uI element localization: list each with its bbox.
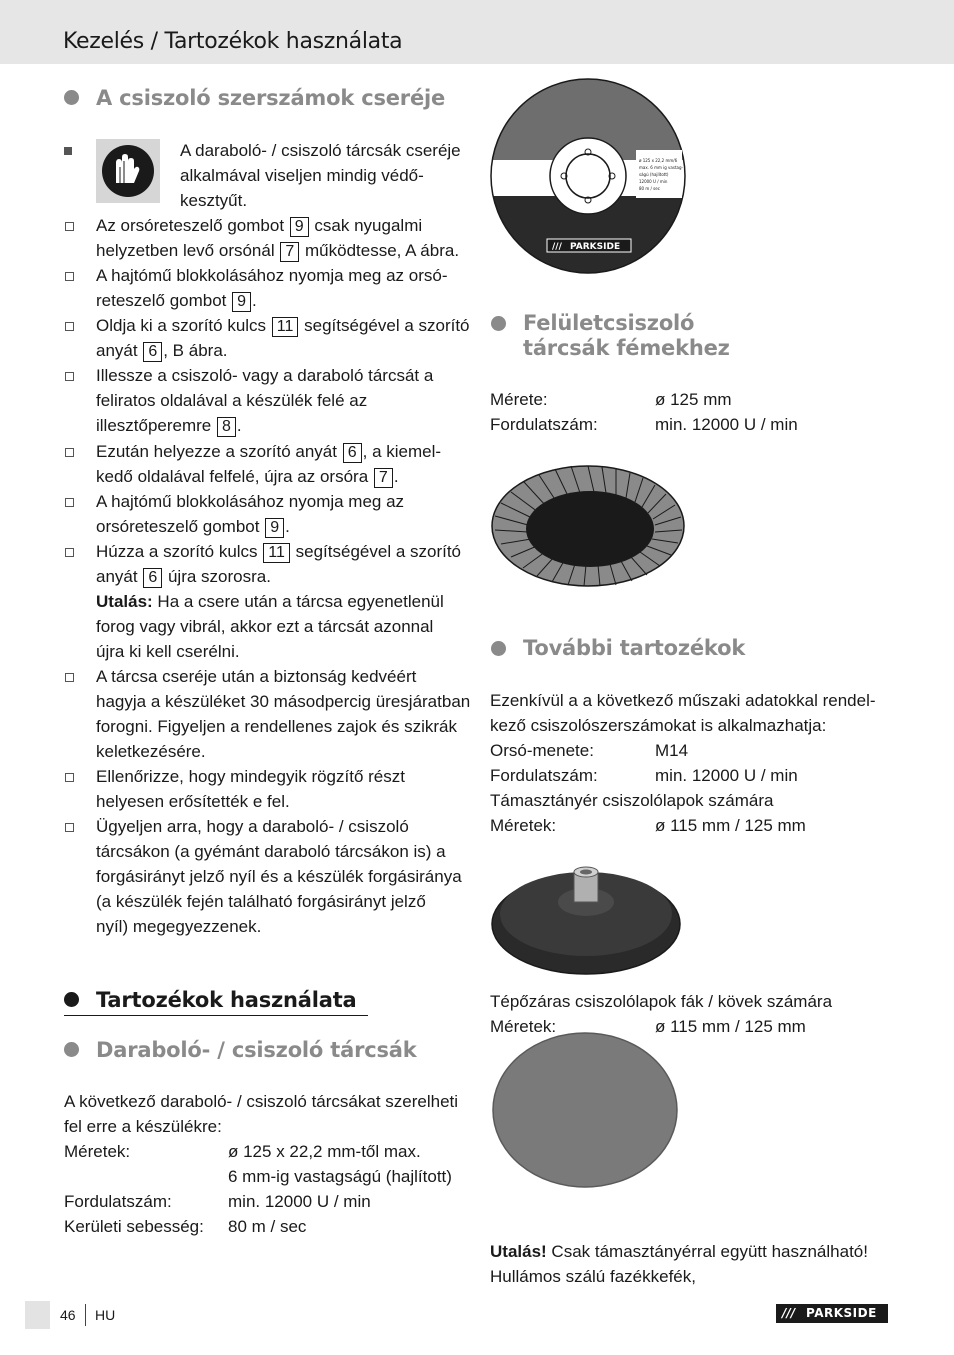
part-number: 9: [265, 518, 284, 538]
step-text: anyát 6 újra szorosra.: [96, 567, 271, 586]
glove-note-line: A daraboló- / csiszoló tárcsák cseréje: [180, 141, 461, 160]
step-text: A hajtómű blokkolásához nyomja meg az: [96, 492, 405, 511]
section-bullet: [491, 641, 506, 656]
step-text: illesztőperemre 8 .: [96, 416, 242, 435]
step-text: tárcsákon (a gyémánt daraboló tárcsákon is) a: [96, 842, 446, 861]
disc-label-line: 12000 U / min: [639, 179, 668, 184]
section-title-accessories: Tartozékok használata: [96, 988, 357, 1012]
discs-intro: A következő daraboló- / csiszoló tárcsákat szerelheti: [64, 1092, 459, 1111]
step-bullet: [65, 548, 74, 557]
warning-bullet: [64, 147, 72, 155]
step-bullet: [65, 222, 74, 231]
part-number: 7: [374, 468, 393, 488]
more-intro: Ezenkívül a a következő műszaki adatokkal rendel-: [490, 691, 876, 710]
page-title: Kezelés / Tartozékok használata: [63, 29, 403, 54]
step-bullet: [65, 823, 74, 832]
note-text: forog vagy vibrál, akkor ezt a tárcsát azonnal: [96, 617, 434, 636]
disc-label-line: max. 6 mm ig vastag-: [639, 165, 683, 170]
spec-label: Méretek:: [64, 1142, 131, 1161]
spec-label: Fordulatszám:: [64, 1192, 172, 1211]
flap-disc-image: [490, 456, 690, 596]
section-title-flap-discs: Felületcsiszoló: [523, 311, 695, 335]
spec-value: ø 115 mm / 125 mm: [655, 816, 806, 835]
section-bullet: [64, 90, 79, 105]
spec-value: M14: [655, 741, 689, 760]
disc-brand-label: PARKSIDE: [570, 242, 621, 252]
section-title-discs: Daraboló- / csiszoló tárcsák: [96, 1038, 417, 1062]
section-title-flap-discs: tárcsák fémekhez: [523, 336, 730, 360]
cutting-disc-image: [490, 78, 686, 274]
more-intro: kező csiszolószerszámokat is alkalmazhatja:: [490, 716, 827, 735]
step-text: forogni. Figyeljen a rendellenes zajok és szikrák: [96, 717, 457, 736]
step-text: orsóreteszelő gombot 9 .: [96, 517, 290, 536]
section-bullet: [64, 1042, 79, 1057]
spec-value: ø 125 x 22,2 mm-től max.: [228, 1142, 421, 1161]
spec-label: Mérete:: [490, 390, 548, 409]
section-underline: [64, 1015, 368, 1016]
spec-value: ø 125 mm: [655, 390, 732, 409]
section-bullet: [64, 992, 79, 1007]
note-text: újra ki kell cserélni.: [96, 642, 240, 661]
step-bullet: [65, 498, 74, 507]
part-number: 8: [217, 417, 236, 437]
disc-label-line: ø 125 x 22,2 mm/6: [639, 158, 678, 163]
note-text: Utalás: Ha a csere után a tárcsa egyenetlenül: [96, 592, 444, 611]
part-number: 6: [143, 568, 162, 588]
gloves-icon: [96, 139, 160, 203]
part-number: 11: [263, 543, 290, 563]
step-text: Oldja ki a szorító kulcs 11 segítségével a szorító: [96, 316, 470, 335]
page-number: 46: [60, 1307, 76, 1323]
part-number: 7: [280, 242, 299, 262]
footer-divider: [85, 1304, 86, 1326]
disc-label-line: ságú (hajlított): [639, 172, 669, 177]
brand-mark: ///: [782, 1306, 796, 1320]
spec-label: Kerületi sebesség:: [64, 1217, 204, 1236]
note-text: Hullámos szálú fazékkefék,: [490, 1267, 696, 1286]
footer-tab: [25, 1301, 50, 1329]
step-bullet: [65, 673, 74, 682]
language-code: HU: [95, 1307, 116, 1323]
step-text: keletkezésére.: [96, 742, 206, 761]
sanding-sheet-image: [490, 1030, 684, 1190]
step-bullet: [65, 773, 74, 782]
part-number: 9: [290, 217, 309, 237]
step-text: hagyja a készüléket 30 másodpercig üresjáratban: [96, 692, 471, 711]
step-bullet: [65, 272, 74, 281]
spec-label: Orsó-menete:: [490, 741, 594, 760]
part-number: 9: [232, 292, 251, 312]
step-text: feliratos oldalával a készülék felé az: [96, 391, 368, 410]
brand-name: PARKSIDE: [806, 1306, 877, 1320]
step-bullet: [65, 322, 74, 331]
step-text: helyesen erősítették e fel.: [96, 792, 290, 811]
glove-note-line: alkalmával viseljen mindig védő-: [180, 166, 424, 185]
section-title-more-accessories: További tartozékok: [523, 636, 746, 660]
spec-value: min. 12000 U / min: [655, 415, 798, 434]
step-text: A tárcsa cseréje után a biztonság kedvéért: [96, 667, 417, 686]
step-text: Illessze a csiszoló- vagy a daraboló tárcsát a: [96, 366, 434, 385]
spec-label: Fordulatszám:: [490, 766, 598, 785]
disc-label-line: 80 m / sec: [639, 186, 660, 191]
step-text: nyíl) megegyezzenek.: [96, 917, 262, 936]
step-bullet: [65, 448, 74, 457]
discs-intro: fel erre a készülékre:: [64, 1117, 222, 1136]
step-bullet: [65, 372, 74, 381]
backing-pad-image: [490, 858, 686, 978]
section-bullet: [491, 316, 506, 331]
spec-label: Fordulatszám:: [490, 415, 598, 434]
step-text: Ellenőrizze, hogy mindegyik rögzítő részt: [96, 767, 405, 786]
step-text: reteszelő gombot 9 .: [96, 291, 257, 310]
step-text: Húzza a szorító kulcs 11 segítségével a szorító: [96, 542, 462, 561]
spec-label: Méretek:: [490, 1017, 557, 1036]
step-text: Az orsóreteszelő gombot 9 csak nyugalmi: [96, 216, 423, 235]
spec-value: 80 m / sec: [228, 1217, 307, 1236]
spec-label: Méretek:: [490, 816, 557, 835]
step-text: (a készülék fején található forgásirányt jelző: [96, 892, 426, 911]
step-text: A hajtómű blokkolásához nyomja meg az orsó-: [96, 266, 448, 285]
step-text: Ezután helyezze a szorító anyát 6 , a kiemel-: [96, 442, 442, 461]
step-text: forgásirányt jelző nyíl és a készülék forgásiránya: [96, 867, 462, 886]
brand-logo: [776, 1304, 888, 1323]
spec-value: ø 115 mm / 125 mm: [655, 1017, 806, 1036]
svg-text:///: ///: [552, 242, 562, 252]
step-text: anyát 6 , B ábra.: [96, 341, 228, 360]
note-text: Utalás! Csak támasztányérral együtt használható!: [490, 1242, 868, 1261]
glove-note-line: kesztyűt.: [180, 191, 248, 210]
part-number: 6: [143, 342, 162, 362]
step-text: kedő oldalával felfelé, újra az orsóra 7 .: [96, 467, 399, 486]
spec-value: 6 mm-ig vastagságú (hajlított): [228, 1167, 452, 1186]
velcro-title: Tépőzáras csiszolólapok fák / kövek számára: [490, 992, 833, 1011]
spec-value: min. 12000 U / min: [228, 1192, 371, 1211]
part-number: 6: [343, 443, 362, 463]
step-text: helyzetben levő orsónál 7 működtesse, A ábra.: [96, 241, 460, 260]
spec-value: min. 12000 U / min: [655, 766, 798, 785]
backing-title: Támasztányér csiszolólapok számára: [490, 791, 774, 810]
step-text: Ügyeljen arra, hogy a daraboló- / csiszoló: [96, 817, 409, 836]
section-title-tool-change: A csiszoló szerszámok cseréje: [96, 86, 446, 110]
part-number: 11: [272, 317, 299, 337]
